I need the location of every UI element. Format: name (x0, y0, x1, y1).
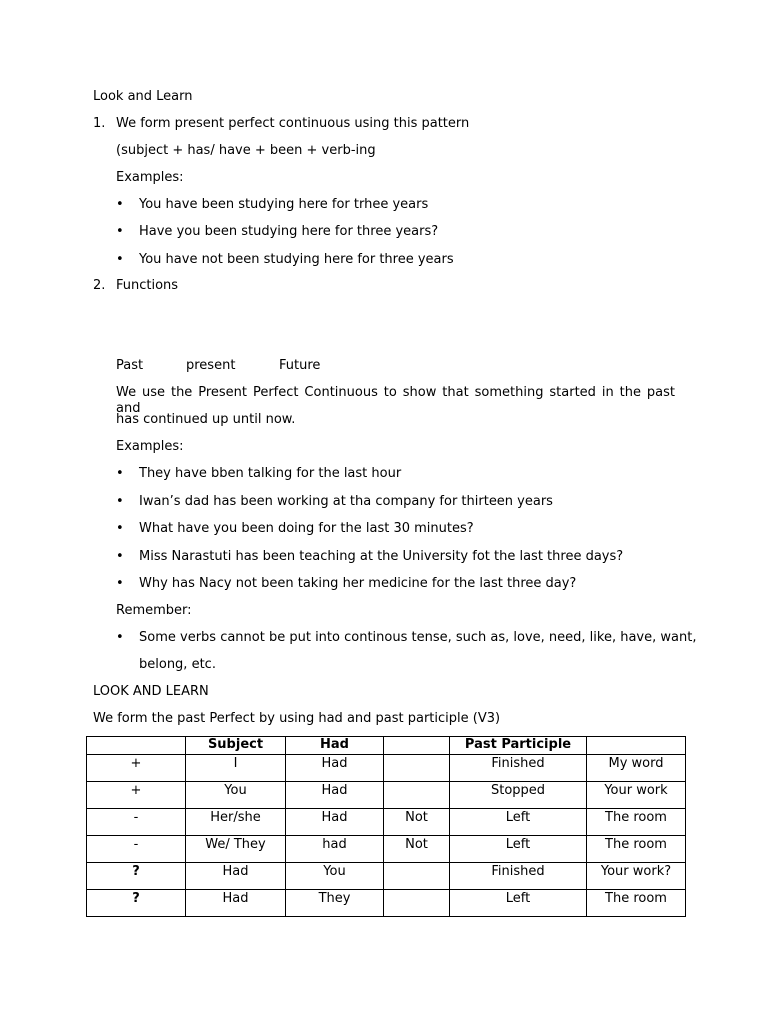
table-row (87, 782, 686, 809)
table-cell: Finished (450, 755, 587, 782)
bullet-icon: • (116, 197, 124, 212)
table-cell: Had (286, 809, 384, 836)
past-perfect-table (86, 736, 686, 917)
table-cell: Not (384, 836, 450, 863)
remember-text-line-2: belong, etc. (139, 657, 216, 672)
header-cell (384, 737, 450, 755)
table-cell: Left (450, 836, 587, 863)
table-cell: Left (450, 809, 587, 836)
table-cell: Your work (587, 782, 686, 809)
header-cell: Subject (186, 737, 286, 755)
example-text: Iwan’s dad has been working at tha company for thirteen years (139, 494, 553, 509)
pattern-formula: (subject + has/ have + been + verb-ing (116, 143, 376, 158)
list-number-2: 2. (93, 278, 106, 293)
table-cell: Stopped (450, 782, 587, 809)
table-cell: I (186, 755, 286, 782)
bullet-icon: • (116, 521, 124, 536)
table-cell: Had (186, 890, 286, 917)
table-cell: Had (286, 755, 384, 782)
table-row (87, 755, 686, 782)
bullet-icon: • (116, 576, 124, 591)
bullet-icon: • (116, 549, 124, 564)
timeline-present-label: present (186, 358, 236, 373)
table-row (87, 809, 686, 836)
remember-label: Remember: (116, 603, 192, 618)
table-cell (384, 755, 450, 782)
header-cell: Past Participle (450, 737, 587, 755)
example-text: You have been studying here for trhee years (139, 197, 429, 212)
functions-paragraph-line-1: We use the Present Perfect Continuous to show that something started in the past and (116, 385, 675, 416)
table-cell: - (87, 809, 186, 836)
table-row (87, 890, 686, 917)
examples-label: Examples: (116, 170, 184, 185)
table-cell: The room (587, 836, 686, 863)
table-cell: The room (587, 809, 686, 836)
bullet-icon: • (116, 630, 124, 645)
table-header-row (87, 737, 686, 755)
table-row (87, 863, 686, 890)
table-cell: ? (87, 863, 186, 890)
list-item-pattern-intro: We form present perfect continuous using this pattern (116, 116, 470, 131)
table-cell: + (87, 782, 186, 809)
header-cell: Had (286, 737, 384, 755)
table-cell: Not (384, 809, 450, 836)
header-cell (587, 737, 686, 755)
table-cell: My word (587, 755, 686, 782)
table-cell (384, 782, 450, 809)
example-text: They have bben talking for the last hour (139, 466, 402, 481)
example-text: Have you been studying here for three years? (139, 224, 439, 239)
timeline-past-label: Past (116, 358, 144, 373)
table-cell: had (286, 836, 384, 863)
table-cell: Had (186, 863, 286, 890)
timeline-future-label: Future (279, 358, 321, 373)
table-cell (384, 863, 450, 890)
table-cell: Left (450, 890, 587, 917)
past-perfect-intro: We form the past Perfect by using had and past participle (V3) (93, 711, 501, 726)
table-cell: + (87, 755, 186, 782)
table-cell: Her/she (186, 809, 286, 836)
section1-heading: Look and Learn (93, 89, 193, 104)
remember-text-line-1: Some verbs cannot be put into continous tense, such as, love, need, like, have, want, (139, 630, 697, 645)
table-cell: You (186, 782, 286, 809)
table-cell: We/ They (186, 836, 286, 863)
bullet-icon: • (116, 252, 124, 267)
example-text: Why has Nacy not been taking her medicine for the last three day? (139, 576, 577, 591)
table-cell: Finished (450, 863, 587, 890)
example-text: Miss Narastuti has been teaching at the University fot the last three days? (139, 549, 624, 564)
functions-heading: Functions (116, 278, 179, 293)
bullet-icon: • (116, 466, 124, 481)
section2-heading: LOOK AND LEARN (93, 684, 209, 699)
table-cell: They (286, 890, 384, 917)
list-number-1: 1. (93, 116, 106, 131)
table-cell: Your work? (587, 863, 686, 890)
table-cell: Had (286, 782, 384, 809)
example-text: What have you been doing for the last 30 minutes? (139, 521, 474, 536)
table-cell (384, 890, 450, 917)
bullet-icon: • (116, 224, 124, 239)
table-row (87, 836, 686, 863)
bullet-icon: • (116, 494, 124, 509)
table-cell: ? (87, 890, 186, 917)
table-cell: The room (587, 890, 686, 917)
example-text: You have not been studying here for three years (139, 252, 454, 267)
header-cell (87, 737, 186, 755)
table-cell: You (286, 863, 384, 890)
examples-label: Examples: (116, 439, 184, 454)
functions-paragraph-line-2: has continued up until now. (116, 412, 296, 427)
table-cell: - (87, 836, 186, 863)
